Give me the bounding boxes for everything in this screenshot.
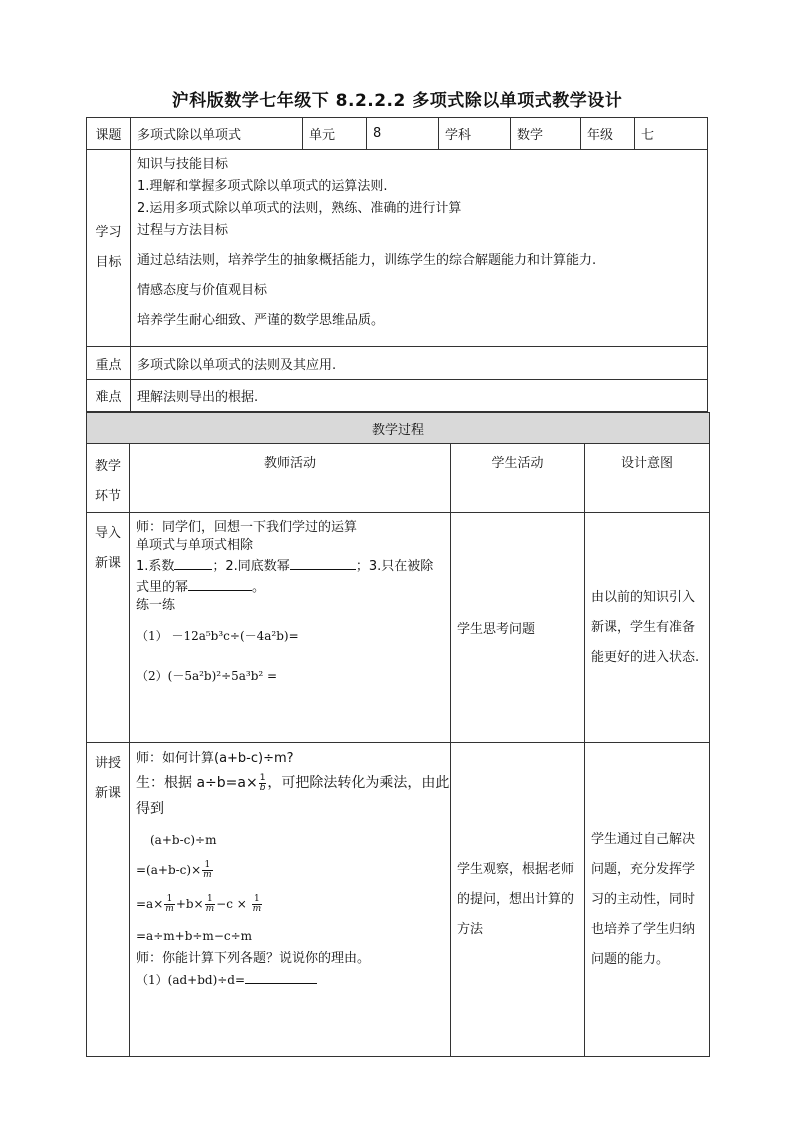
- emotion-text: 培养学生耐心细致、严谨的数学思维品质。: [137, 313, 385, 328]
- blank-3: [188, 576, 252, 591]
- teacher-column-header: 教师活动: [130, 444, 451, 513]
- knowledge-item-2: 2.运用多项式除以单项式的法则，熟练、准确的进行计算: [137, 201, 462, 216]
- intent-column-header: 设计意图: [585, 444, 710, 513]
- exercise-1: （1） －12a⁵b³c÷(－4a²b)=: [136, 629, 299, 643]
- intro-student-activity: 学生思考问题: [451, 513, 585, 743]
- blank-2: [290, 555, 356, 570]
- difficulty-label: 难点: [87, 380, 131, 412]
- process-heading: 过程与方法目标: [137, 223, 229, 238]
- lesson-info-table: [86, 117, 708, 412]
- teach-line-4: 师：你能计算下列各题？说说你的理由。: [136, 951, 371, 966]
- derivation-step-1: (a+b-c)÷m: [150, 833, 217, 847]
- subject-value: 数学: [511, 118, 581, 150]
- intro-stage: 导入 新课: [87, 513, 130, 743]
- derivation-step-4: =a÷m+b÷m−c÷m: [136, 929, 253, 943]
- teach-stage: 讲授 新课: [87, 743, 130, 1057]
- teach-line-1: 师：如何计算(a+b-c)÷m?: [136, 751, 294, 766]
- intro-design-intent: 由以前的知识引入新课，学生有准备能更好的进入状态.: [585, 513, 710, 743]
- blank-1: [174, 555, 212, 570]
- objectives-content: [131, 150, 708, 347]
- stage-column-header: 教学 环节: [87, 444, 130, 513]
- teach-line-3: 得到: [136, 801, 164, 817]
- topic-value: 多项式除以单项式: [131, 118, 303, 150]
- emotion-heading: 情感态度与价值观目标: [137, 283, 268, 298]
- unit-label: 单元: [303, 118, 367, 150]
- blank-4: [245, 969, 317, 984]
- teaching-process-table: [86, 412, 710, 1057]
- intro-line-1: 师：同学们，回想一下我们学过的运算: [136, 520, 358, 535]
- process-header: 教学过程: [87, 413, 710, 444]
- unit-value: 8: [367, 118, 439, 150]
- key-point-text: 多项式除以单项式的法则及其应用.: [131, 347, 708, 380]
- teach-teacher-activity: [130, 743, 451, 1057]
- grade-value: 七: [635, 118, 708, 150]
- key-point-label: 重点: [87, 347, 131, 380]
- intro-teacher-activity: [130, 513, 451, 743]
- teach-design-intent: 学生通过自己解决问题，充分发挥学习的主动性，同时也培养了学生归纳问题的能力。: [585, 743, 710, 1057]
- teach-line-2: 生：根据 a÷b=a× $\frac{1}{b}$ ，可把除法转化为乘法，由此: [136, 772, 450, 793]
- knowledge-heading: 知识与技能目标: [137, 157, 229, 172]
- derivation-step-3: =a× $\frac{1}{m}$ +b× $\frac{1}{m}$ −c × $\frac{1}{m}$: [136, 894, 262, 914]
- objectives-label: 学习 目标: [87, 150, 131, 347]
- intro-line-2: 单项式与单项式相除: [136, 538, 254, 553]
- difficulty-text: 理解法则导出的根据.: [131, 380, 708, 412]
- knowledge-item-1: 1.理解和掌握多项式除以单项式的运算法则.: [137, 179, 388, 194]
- intro-line-3: 1.系数 ；2.同底数幂 ；3.只在被除: [136, 555, 450, 576]
- teach-line-5: （1）(ad+bd)÷d=: [136, 969, 450, 991]
- teach-student-activity: 学生观察，根据老师的提问，想出计算的方法: [451, 743, 585, 1057]
- document-title: 沪科版数学七年级下 8.2.2.2 多项式除以单项式教学设计: [171, 91, 623, 111]
- student-column-header: 学生活动: [451, 444, 585, 513]
- intro-line-4: 式里的幂 。: [136, 576, 450, 597]
- subject-label: 学科: [439, 118, 511, 150]
- practice-heading: 练一练: [136, 598, 176, 613]
- derivation-step-2: =(a+b-c)× $\frac{1}{m}$: [136, 860, 212, 880]
- exercise-2: （2）(－5a²b)²÷5a³b² =: [136, 669, 278, 683]
- grade-label: 年级: [581, 118, 635, 150]
- process-text: 通过总结法则，培养学生的抽象概括能力，训练学生的综合解题能力和计算能力.: [137, 253, 597, 268]
- topic-label: 课题: [87, 118, 131, 150]
